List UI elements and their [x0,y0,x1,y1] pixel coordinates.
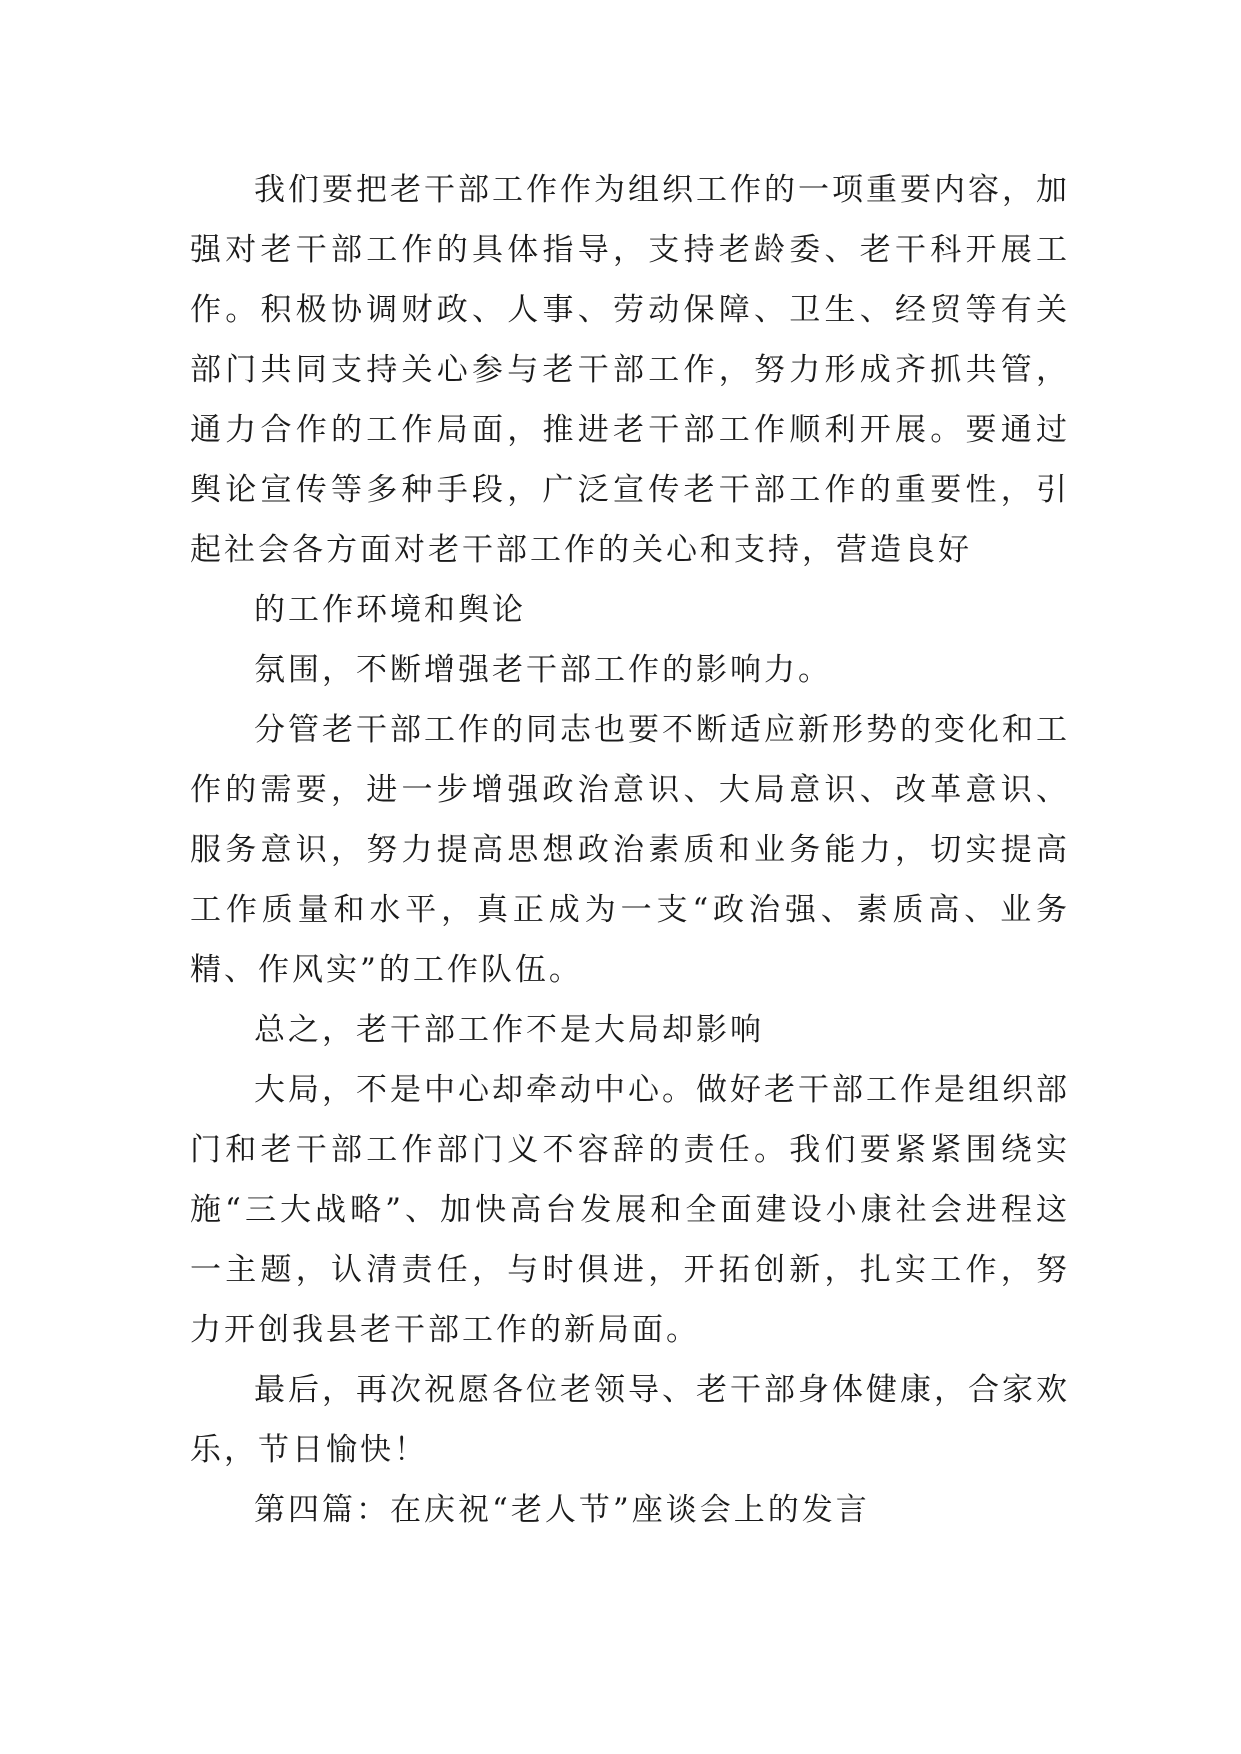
section-heading: 第四篇：在庆祝“老人节”座谈会上的发言 [254,1492,870,1528]
paragraph-support-work: 我们要把老干部工作作为组织工作的一项重要内容，加强对老干部工作的具体指导，支持老龄委、老干科开展工作。积极协调财政、人事、劳动保障、卫生、经贸等有关部门共同支持关心参与老干部工作，努力形成齐抓共管，通力合作的工作局面，推进老干部工作顺利开展。要通过舆论宣传等多种手段，广泛宣传老干部工作的重要性，引起社会各方面对老干部工作的关心和支持，营造良好 [190,172,1070,568]
document-body [190,160,1070,1540]
paragraph-environment: 的工作环境和舆论 [254,592,526,628]
paragraph-closing-wishes: 最后，再次祝愿各位老领导、老干部身体健康，合家欢乐，节日愉快！ [190,1372,1070,1468]
paragraph-atmosphere: 氛围，不断增强老干部工作的影响力。 [254,652,832,688]
paragraph-summary-start: 总之，老干部工作不是大局却影响 [254,1012,764,1048]
paragraph-summary: 大局，不是中心却牵动中心。做好老干部工作是组织部门和老干部工作部门义不容辞的责任。我们要紧紧围绕实施“三大战略”、加快高台发展和全面建设小康社会进程这一主题，认清责任，与时俱进，开拓创新，扎实工作，努力开创我县老干部工作的新局面。 [190,1072,1070,1348]
paragraph-staff-quality: 分管老干部工作的同志也要不断适应新形势的变化和工作的需要，进一步增强政治意识、大局意识、改革意识、服务意识，努力提高思想政治素质和业务能力，切实提高工作质量和水平，真正成为一支“政治强、素质高、业务精、作风实”的工作队伍。 [190,712,1070,988]
